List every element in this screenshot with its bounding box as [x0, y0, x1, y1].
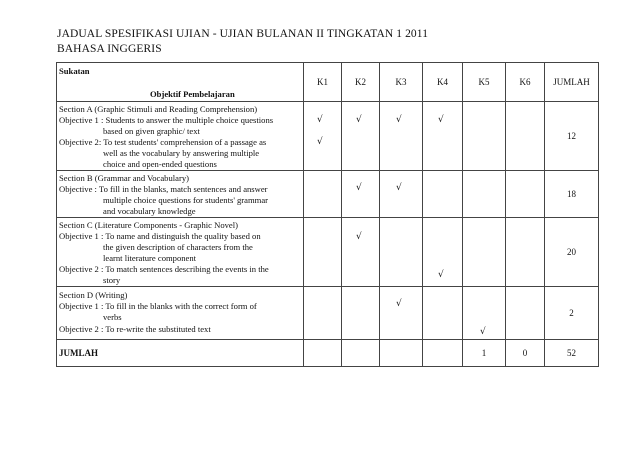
section-b-k4: [423, 171, 463, 218]
section-c-k4: [423, 218, 463, 287]
section-c-line-6: story: [103, 275, 121, 285]
footer-k3: [380, 340, 423, 367]
section-c-line-3: the given description of characters from the: [103, 242, 253, 252]
section-c-k5: [463, 218, 506, 287]
column-header-k3: K3: [380, 63, 423, 102]
check-mark: √: [356, 232, 362, 242]
column-header-k6: K6: [506, 63, 545, 102]
section-c-description: [57, 218, 304, 287]
section-a-k3: [380, 102, 423, 171]
section-b-k3: [380, 171, 423, 218]
check-mark: √: [317, 115, 323, 125]
column-header-k5: K5: [463, 63, 506, 102]
section-d-total: 2: [545, 287, 599, 340]
section-a-line-6: choice and open-ended questions: [103, 159, 217, 169]
section-c-k2: [342, 218, 380, 287]
section-c-line-5: Objective 2 : To match sentences describing the events in the: [59, 264, 269, 274]
section-b-k6: [506, 171, 545, 218]
section-a-row: [57, 102, 599, 171]
section-d-k1: [304, 287, 342, 340]
section-d-k6: [506, 287, 545, 340]
footer-k4: [423, 340, 463, 367]
section-a-k2: [342, 102, 380, 171]
section-b-line-2: Objective : To fill in the blanks, match sentences and answer: [59, 184, 268, 194]
header-row: [57, 63, 599, 102]
section-b-total: 18: [545, 171, 599, 218]
section-c-total: 20: [545, 218, 599, 287]
section-a-line-2: Objective 1 : Students to answer the multiple choice questions: [59, 115, 274, 125]
section-b-k2: [342, 171, 380, 218]
check-mark: √: [396, 183, 402, 193]
check-mark: √: [396, 115, 402, 125]
section-d-line-2: Objective 1 : To fill in the blanks with the correct form of: [59, 301, 257, 311]
section-a-line-4: Objective 2: To test students' comprehension of a passage as: [59, 137, 267, 147]
footer-row: [57, 340, 599, 367]
section-b-line-1: Section B (Grammar and Vocabulary): [59, 173, 189, 183]
section-d-line-3: verbs: [103, 312, 122, 322]
document-title: JADUAL SPESIFIKASI UJIAN - UJIAN BULANAN II TINGKATAN 1 2011: [57, 28, 429, 40]
section-c-line-2: Objective 1 : To name and distinguish the quality based on: [59, 231, 261, 241]
section-a-k5: [463, 102, 506, 171]
section-b-line-3: multiple choice questions for students' grammar: [103, 195, 269, 205]
section-b-k1: [304, 171, 342, 218]
section-a-description: [57, 102, 304, 171]
section-d-line-4: Objective 2 : To re-write the substituted text: [59, 324, 211, 334]
section-c-row: [57, 218, 599, 287]
section-d-k3: [380, 287, 423, 340]
section-a-total: 12: [545, 102, 599, 171]
section-d-row: [57, 287, 599, 340]
footer-k5-value: 1: [463, 340, 506, 367]
section-d-k2: [342, 287, 380, 340]
footer-k6-value: 0: [506, 340, 545, 367]
section-b-k5: [463, 171, 506, 218]
check-mark: √: [438, 270, 444, 280]
check-mark: √: [480, 327, 486, 337]
footer-total-value: 52: [545, 340, 599, 367]
column-header-k4: K4: [423, 63, 463, 102]
section-d-line-1: Section D (Writing): [59, 290, 128, 300]
column-header-jumlah: JUMLAH: [545, 63, 599, 102]
section-a-line-3: based on given graphic/ text: [103, 126, 200, 136]
section-a-line-1: Section A (Graphic Stimuli and Reading Comprehension): [59, 104, 258, 114]
column-header-k2: K2: [342, 63, 380, 102]
section-c-k1: [304, 218, 342, 287]
section-a-k4: [423, 102, 463, 171]
section-b-line-4: and vocabulary knowledge: [103, 206, 196, 216]
section-c-line-4: learnt literature component: [103, 253, 197, 263]
objektif-label: Objektif Pembelajaran: [150, 89, 235, 99]
section-c-k3: [380, 218, 423, 287]
sukatan-label: Sukatan: [59, 66, 90, 76]
check-mark: √: [356, 183, 362, 193]
section-b-description: [57, 171, 304, 218]
section-a-line-5: well as the vocabulary by answering multiple: [103, 148, 260, 158]
section-c-line-1: Section C (Literature Components - Graphic Novel): [59, 220, 238, 230]
column-header-k1: K1: [304, 63, 342, 102]
check-mark: √: [317, 137, 323, 147]
header-sukatan-cell: [57, 63, 304, 102]
section-a-k6: [506, 102, 545, 171]
section-c-k6: [506, 218, 545, 287]
footer-k2: [342, 340, 380, 367]
section-d-k5: [463, 287, 506, 340]
document-subtitle: BAHASA INGGERIS: [57, 43, 162, 55]
section-a-k1: [304, 102, 342, 171]
specification-table: [56, 62, 599, 367]
section-d-k4: [423, 287, 463, 340]
check-mark: √: [396, 299, 402, 309]
check-mark: √: [356, 115, 362, 125]
footer-k1: [304, 340, 342, 367]
footer-jumlah-label: JUMLAH: [57, 340, 304, 367]
section-d-description: [57, 287, 304, 340]
check-mark: √: [438, 115, 444, 125]
section-b-row: [57, 171, 599, 218]
